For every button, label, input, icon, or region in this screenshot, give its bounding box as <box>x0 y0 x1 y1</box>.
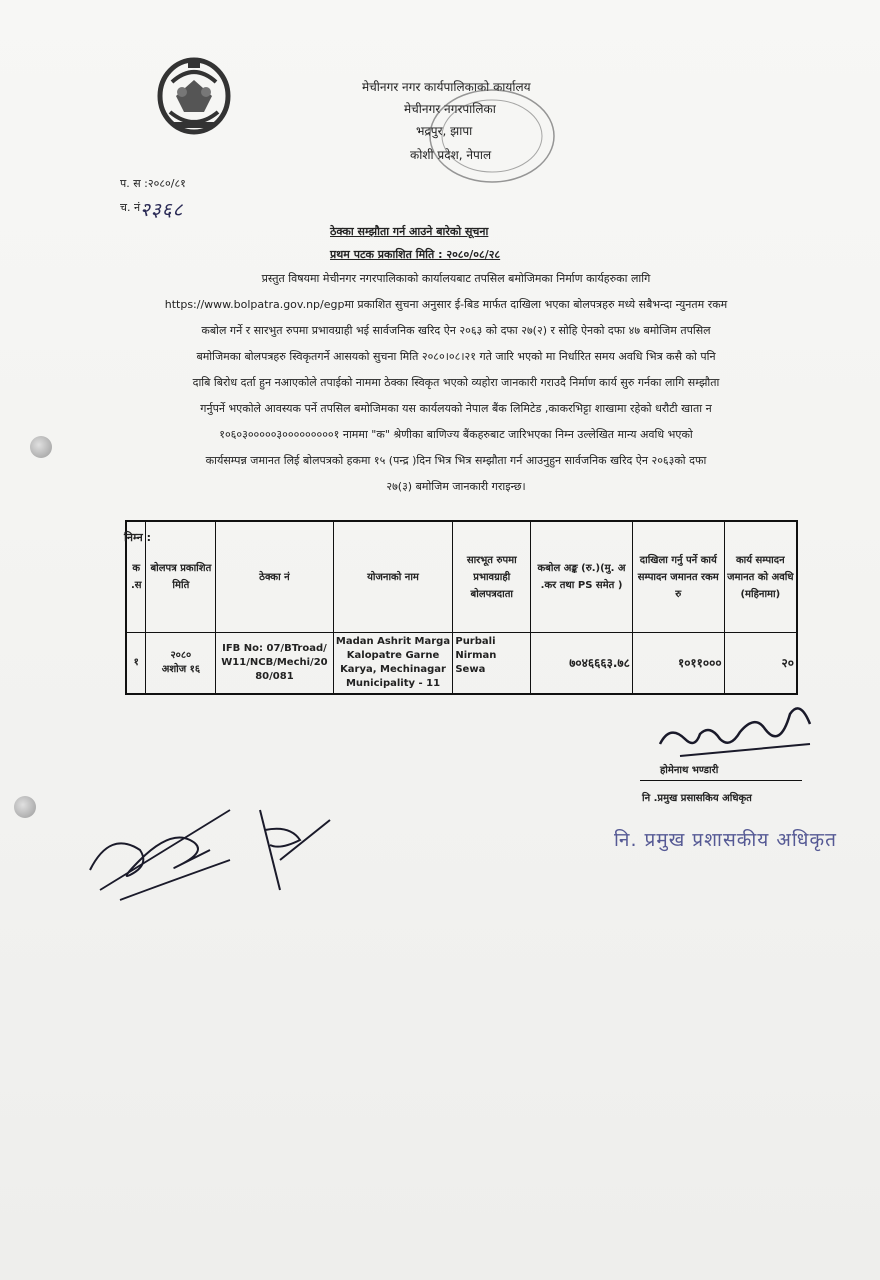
officer-name: होमेनाथ भण्डारी <box>660 765 719 776</box>
body-line: दाबि बिरोध दर्ता हुन नआएकोले तपाईको नाममा ठेक्का स्विकृत भएको व्यहोरा जानकारी गराउदै निर्माण कार्य सुरु गर्नका लागि सम्झौता <box>192 376 720 389</box>
body-line: बमोजिमका बोलपत्रहरु स्विकृतगर्ने आसयको सुचना मिति २०८०।०८।२१ गते जारि भएको मा निर्धारित समय अवधि भित्र कसै को पनि <box>196 350 716 363</box>
cell-sn: १ <box>126 633 146 695</box>
cell-bid-amount: ७०४६६६३.७८ <box>531 633 633 695</box>
reference-ps: प. स :२०८०/८१ <box>120 177 186 190</box>
table-row <box>126 633 797 695</box>
reference-cha-label: च. नं : <box>120 201 148 214</box>
punch-hole-top <box>30 436 52 458</box>
body-line: २७(३) बमोजिम जानकारी गराइन्छ। <box>386 480 526 493</box>
body-line: १०६०३०००००३०००००००००१ नाममा "क" श्रेणीका बाणिज्य बैंकहरुबाट जारिभएका निम्न उल्लेखित मान्य अवधि भएको <box>219 428 693 441</box>
cell-contract-no: IFB No: 07/BTroad/W11/NCB/Mechi/2080/081 <box>216 633 333 695</box>
cell-date <box>146 633 216 695</box>
body-line: कबोल गर्ने र सारभुत रुपमा प्रभावग्राही भई सार्वजनिक खरिद ऐन २०६३ को दफा २७(२) र सोहि ऐनको दफा ४७ बमोजिम तपसिल <box>201 324 711 337</box>
notice-published-date: प्रथम पटक प्रकाशित मिति : २०८०/०८/२८ <box>330 248 501 261</box>
table-header: योजनाको नाम <box>333 521 453 633</box>
cell-guarantee: १०११००० <box>632 633 724 695</box>
table-header: कबोल अङ्क (रु.)(मु. अ .कर तथा PS समेत ) <box>531 521 633 633</box>
table-caption: निम्न : <box>124 531 151 544</box>
witness-signatures <box>80 790 340 910</box>
cell-bidder: Purbali Nirman Sewa <box>453 633 531 695</box>
table-header: सारभूत रुपमा प्रभावग्राही बोलपत्रदाता <box>453 521 531 633</box>
cell-date-year: २०८० <box>170 650 192 661</box>
table-header: कार्य सम्पादन जमानत को अवधि (महिनामा) <box>724 521 797 633</box>
contract-table <box>125 520 798 695</box>
officer-stamp-title: नि. प्रमुख प्रशासकीय अधिकृत <box>614 829 837 851</box>
nepal-emblem-icon <box>152 52 236 138</box>
cell-project: Madan Ashrit Marga Kalopatre Garne Karya, Mechinagar Municipality - 11 <box>333 633 453 695</box>
punch-hole-bottom <box>14 796 36 818</box>
notice-title: ठेक्का सम्झौता गर्न आउने बारेको सूचना <box>330 225 489 238</box>
cell-period: २० <box>724 633 797 695</box>
table-header: क .स <box>126 521 146 633</box>
province-name: कोशी प्रदेश, नेपाल <box>410 148 492 162</box>
reference-cha-number: २३६८ <box>140 199 184 221</box>
signature-line <box>640 780 802 781</box>
cell-date-day: अशोज १६ <box>161 664 201 675</box>
officer-title: नि .प्रमुख प्रसासकिय अधिकृत <box>642 793 752 804</box>
body-line: गर्नुपर्ने भएकोले आवस्यक पर्ने तपसिल बमोजिमका यस कार्यलयको नेपाल बैंक लिमिटेड ,काकरभिट्टा शाखामा रहेको धरौटी खाता न <box>200 402 712 415</box>
notice-body <box>118 266 794 500</box>
municipality-name: मेचीनगर नगरपालिका <box>404 102 496 116</box>
office-stamp <box>400 86 560 196</box>
city-name: भद्रपुर, झापा <box>416 124 473 138</box>
office-name: मेचीनगर नगर कार्यपालिकाको कार्यालय <box>362 80 531 94</box>
table-header: ठेक्का नं <box>216 521 333 633</box>
body-line: https://www.bolpatra.gov.np/egpमा प्रकाशित सुचना अनुसार ई-बिड मार्फत दाखिला भएका बोलपत्रहरु मध्ये सबैभन्दा न्युनतम रकम <box>164 298 728 311</box>
body-line: कार्यसम्पन्न जमानत लिई बोलपत्रको हकमा १५ (पन्द्र )दिन भित्र भित्र सम्झौता गर्न आउनुहुन सार्वजनिक खरिद ऐन २०६३को दफा <box>205 454 707 467</box>
body-line: प्रस्तुत विषयमा मेचीनगर नगरपालिकाको कार्यालयबाट तपसिल बमोजिमका निर्माण कार्यहरुका लागि <box>261 272 651 285</box>
table-header: बोलपत्र प्रकाशित मिति <box>146 521 216 633</box>
table-header: दाखिला गर्नु पर्ने कार्य सम्पादन जमानत रकम रु <box>632 521 724 633</box>
